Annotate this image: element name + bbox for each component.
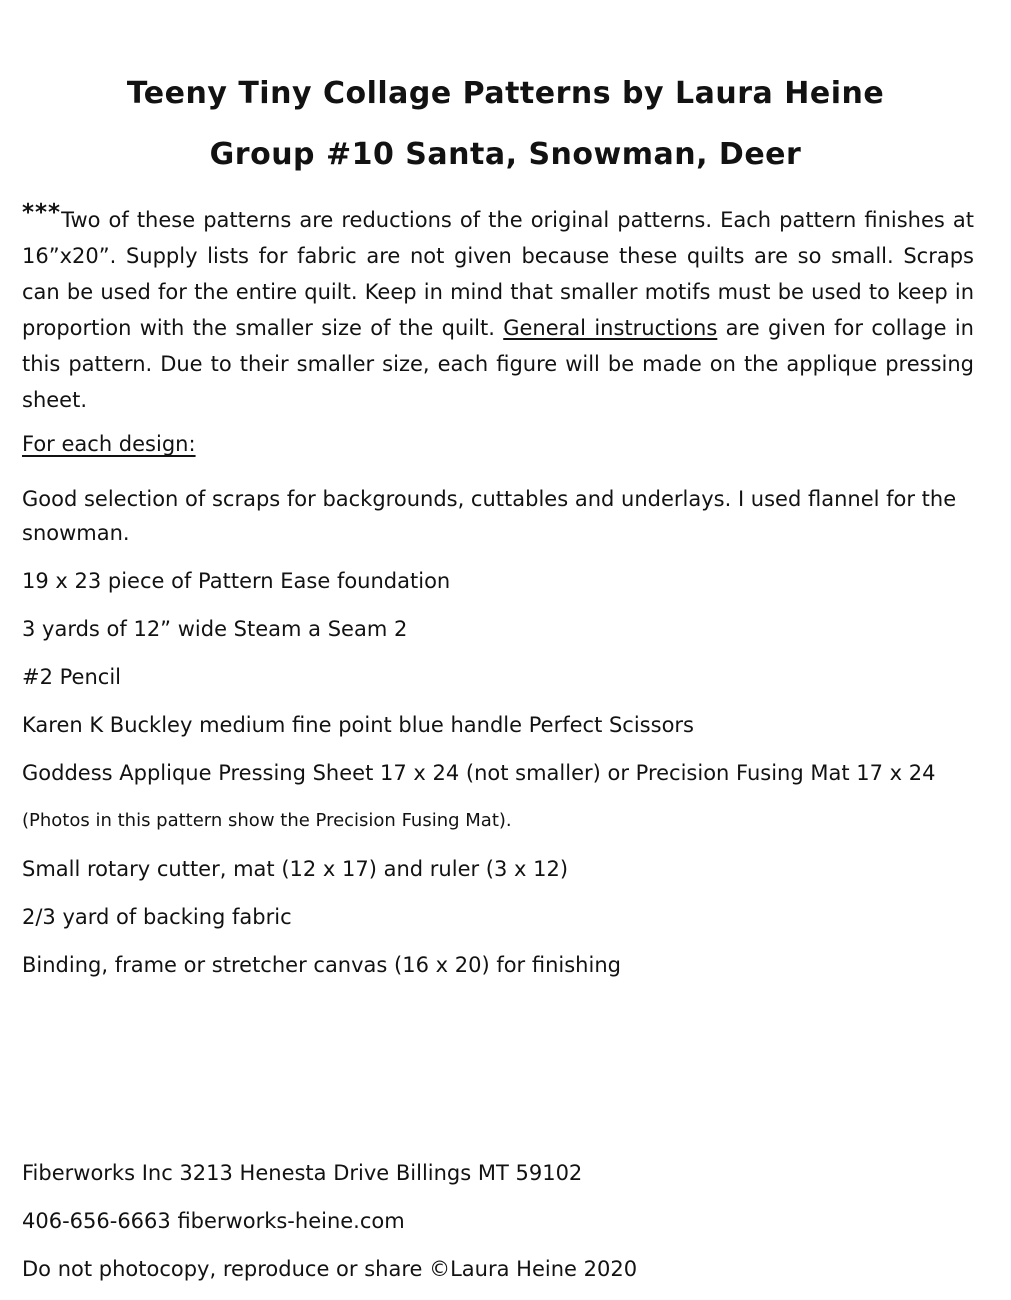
document-header — [0, 76, 1011, 172]
supply-item-steam-a-seam: 3 yards of 12” wide Steam a Seam 2 — [22, 617, 408, 641]
intro-text-after: are given for collage in this pattern. Due to their smaller size, each figure will be made on the applique pressing sheet. — [22, 316, 974, 412]
supply-item-rotary-cutter: Small rotary cutter, mat (12 x 17) and ruler (3 x 12) — [22, 857, 569, 881]
intro-paragraph — [22, 202, 974, 418]
footer-copyright: Do not photocopy, reproduce or share ©Laura Heine 2020 — [22, 1257, 638, 1281]
footer-contact: 406-656-6663 fiberworks-heine.com — [22, 1209, 405, 1233]
supply-item-binding: Binding, frame or stretcher canvas (16 x 20) for finishing — [22, 953, 621, 977]
supply-item-scissors: Karen K Buckley medium fine point blue handle Perfect Scissors — [22, 713, 694, 737]
document-subtitle: Group #10 Santa, Snowman, Deer — [209, 137, 802, 172]
supply-item-backing-fabric: 2/3 yard of backing fabric — [22, 905, 292, 929]
supply-item-photos-note: (Photos in this pattern show the Precision Fusing Mat). — [22, 810, 512, 831]
supply-item-pattern-ease: 19 x 23 piece of Pattern Ease foundation — [22, 569, 451, 593]
supply-list-heading: For each design: — [22, 432, 196, 456]
supply-item-pressing-sheet: Goddess Applique Pressing Sheet 17 x 24 (not smaller) or Precision Fusing Mat 17 x 24 — [22, 761, 936, 785]
supply-item-scraps: Good selection of scraps for backgrounds, cuttables and underlays. I used flannel for the snowman. — [22, 487, 957, 545]
document-footer — [22, 1160, 981, 1300]
intro-text-before: Two of these patterns are reductions of the original patterns. Each pattern finishes at 16”x20”. Supply lists for fabric are not given because these quilts are so small. Scraps can be used for the entire quilt. Keep in mind that smaller motifs must be used to keep in proportion with the smaller size of the quilt. — [22, 208, 974, 340]
footer-address: Fiberworks Inc 3213 Henesta Drive Billings MT 59102 — [22, 1161, 583, 1185]
document-title: Teeny Tiny Collage Patterns by Laura Heine — [126, 76, 885, 111]
supply-list-section — [22, 432, 974, 996]
general-instructions-phrase: General instructions — [503, 316, 718, 340]
asterisk-note-marker: *** — [22, 200, 62, 226]
supply-item-pencil: #2 Pencil — [22, 665, 121, 689]
intro-section — [22, 202, 974, 418]
